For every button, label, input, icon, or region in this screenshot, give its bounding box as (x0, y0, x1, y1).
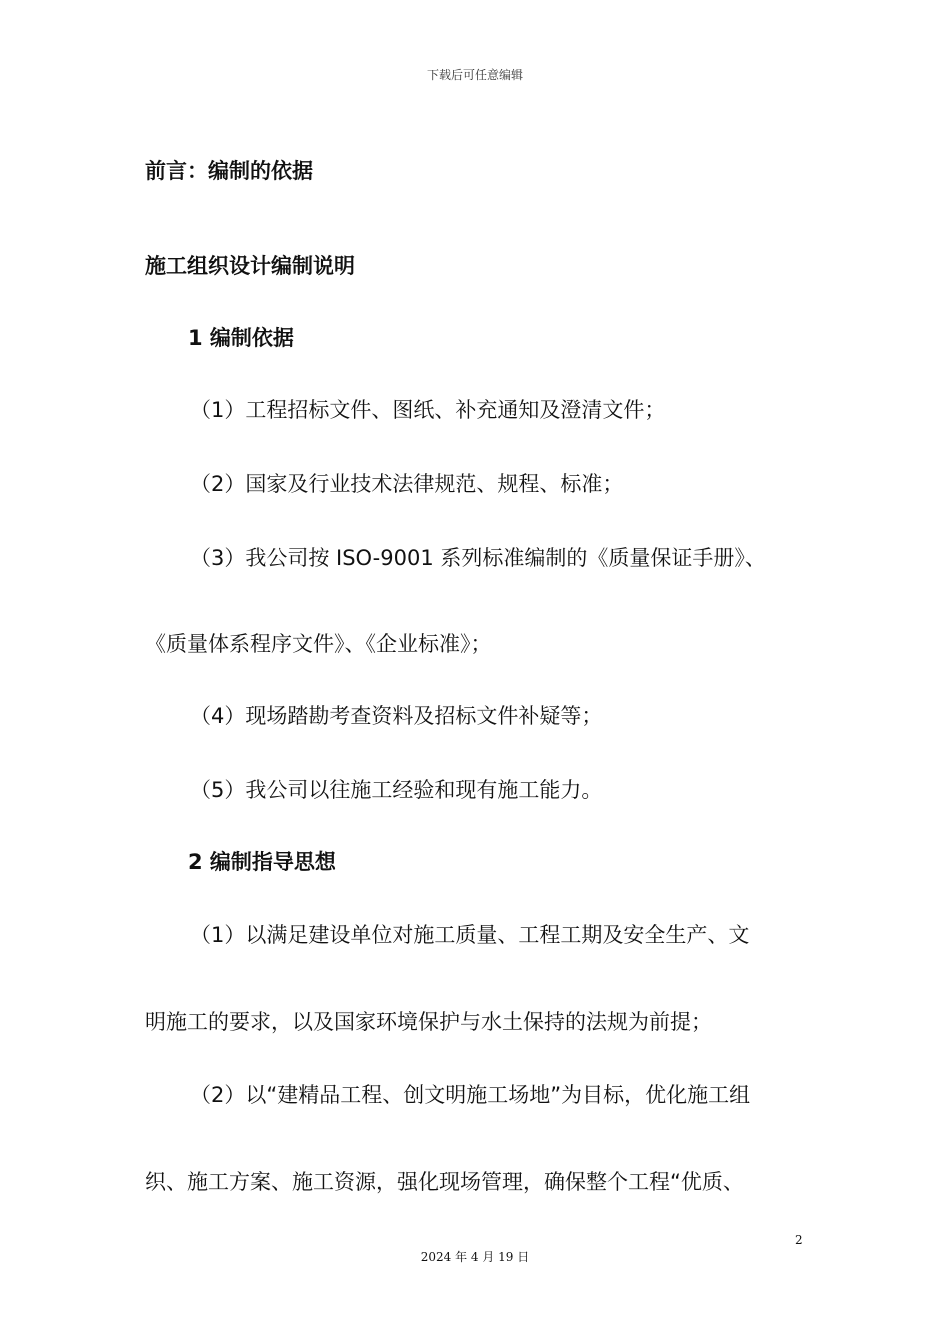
paragraph-1-1: （1）工程招标文件、图纸、补充通知及澄清文件； (190, 398, 666, 422)
page-header: 下载后可任意编辑 (426, 68, 523, 82)
paragraph-1-4: （4）现场踏勘考查资料及招标文件补疑等； (190, 704, 603, 728)
paragraph-1-3: （3）我公司按 ISO-9001 系列标准编制的《质量保证手册》、 (190, 546, 766, 570)
paragraph-2-1: （1）以满足建设单位对施工质量、工程工期及安全生产、文 (190, 923, 750, 947)
paragraph-1-5: （5）我公司以往施工经验和现有施工能力。 (190, 778, 603, 802)
page-footer-date: 2024 年 4 月 19 日 (420, 1250, 530, 1264)
page-number: 2 (795, 1233, 803, 1247)
paragraph-2-1-continued: 明施工的要求，以及国家环境保护与水土保持的法规为前提； (145, 1010, 712, 1034)
paragraph-1-2: （2）国家及行业技术法律规范、规程、标准； (190, 472, 624, 496)
document-title: 前言：编制的依据 (145, 159, 313, 183)
paragraph-2-2-continued: 织、施工方案、施工资源，强化现场管理，确保整个工程“优质、 (145, 1170, 744, 1194)
section-2-heading: 2 编制指导思想 (188, 850, 336, 874)
paragraph-2-2: （2）以“建精品工程、创文明施工场地”为目标，优化施工组 (190, 1083, 751, 1107)
section-1-heading: 1 编制依据 (188, 326, 294, 350)
paragraph-1-3-continued: 《质量体系程序文件》、《企业标准》； (145, 632, 492, 656)
section-title: 施工组织设计编制说明 (145, 254, 355, 278)
